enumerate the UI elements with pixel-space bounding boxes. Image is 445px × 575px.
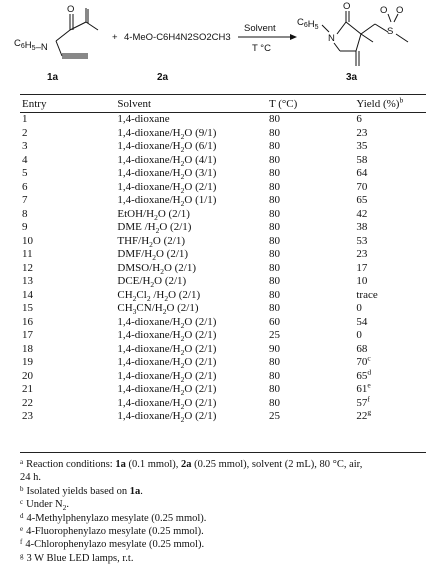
cell-entry — [20, 154, 117, 168]
cell-yield-text: 0 — [356, 302, 362, 315]
cell-entry — [20, 410, 117, 424]
cell-solvent-text: $1,4-dioxane/H_2O$ (4/1) — [117, 153, 217, 168]
cell-entry — [20, 383, 117, 397]
cell-temperature-text: 80 — [268, 180, 280, 193]
cell-yield-text: 65 — [356, 194, 368, 207]
cell-entry-text: 18 — [22, 342, 33, 355]
cell-yield — [356, 208, 426, 222]
cell-solvent — [117, 154, 269, 168]
cell-temperature — [269, 356, 356, 370]
cell-entry — [20, 343, 117, 357]
cell-entry — [20, 208, 117, 222]
cell-temperature — [269, 221, 356, 235]
cell-yield — [356, 154, 426, 168]
arrow-head — [290, 34, 297, 40]
cell-temperature-text: 80 — [268, 369, 280, 382]
structure-3a — [322, 11, 408, 66]
cell-temperature — [269, 248, 356, 262]
cell-entry-text: 8 — [22, 207, 28, 220]
cell-solvent-text: $1,4-dioxane/H_2O$ (2/1) — [117, 383, 217, 398]
cell-yield-text: 17 — [356, 261, 368, 274]
cell-entry-text: 1 — [22, 113, 28, 126]
substrate-1a-label: $C_6H_5-N$ — [14, 38, 48, 53]
oxygen-label-3a: O — [343, 1, 351, 12]
cell-solvent-text: $1,4-dioxane/H_2O$ (3/1) — [117, 167, 217, 182]
cell-entry-text: 4 — [22, 153, 28, 166]
cell-solvent — [117, 140, 269, 154]
cell-temperature-text: 60 — [268, 315, 280, 328]
header-temperature: T (°C) — [269, 96, 356, 113]
cell-solvent-text: $1,4-dioxane/H_2O$ (2/1) — [117, 342, 217, 357]
cell-solvent-text: $1,4-dioxane/H_2O$ (2/1) — [117, 369, 217, 384]
cell-temperature-text: 80 — [268, 234, 280, 247]
cell-temperature-text: 80 — [268, 396, 280, 409]
cell-solvent-text: $1,4-dioxane/H_2O$ (1/1) — [117, 194, 217, 209]
cell-temperature-text: 80 — [268, 275, 280, 288]
arrow-top-label: Solvent — [244, 23, 276, 34]
cell-entry-text: 7 — [22, 194, 28, 207]
cell-solvent — [117, 113, 269, 127]
compound-2a-label: 2a — [157, 72, 169, 83]
yield-footnote-mark: c — [367, 353, 371, 363]
cell-yield-text: 23 — [356, 248, 368, 261]
cell-yield — [356, 407, 426, 424]
header-entry: Entry — [20, 96, 117, 113]
cell-yield — [356, 248, 426, 262]
table-row — [20, 383, 426, 397]
table-row — [20, 329, 426, 343]
yield-footnote-mark: e — [367, 380, 371, 390]
cell-solvent-text: 1,4-dioxane — [117, 113, 170, 126]
cell-solvent — [117, 397, 269, 411]
cell-yield — [356, 181, 426, 195]
cell-yield — [356, 167, 426, 181]
table-row — [20, 302, 426, 316]
cell-temperature — [269, 167, 356, 181]
cell-solvent-text: $1,4-dioxane/H_2O$ (2/1) — [117, 396, 217, 411]
cell-entry — [20, 140, 117, 154]
footnote-line — [20, 538, 430, 551]
product-3a-nitrogen: N — [328, 33, 335, 44]
product-3a-prefix: $C_6H_5$ — [297, 17, 319, 31]
cell-temperature-text: 80 — [268, 113, 280, 126]
footnotes — [20, 458, 430, 565]
cell-solvent-text: $1,4-dioxane/H_2O$ (2/1) — [117, 356, 217, 371]
cell-temperature — [269, 181, 356, 195]
cell-yield-text: 70 — [356, 356, 368, 369]
cell-entry — [20, 248, 117, 262]
cell-temperature — [269, 316, 356, 330]
cell-entry-text: 6 — [22, 180, 28, 193]
cell-solvent — [117, 289, 269, 303]
cell-yield — [356, 275, 426, 289]
cell-temperature — [269, 235, 356, 249]
cell-entry-text: 13 — [22, 275, 33, 288]
plus-sign: + — [112, 32, 118, 43]
cell-solvent-text: $1,4-dioxane/H_2O$ (9/1) — [117, 126, 217, 141]
cell-entry-text: 19 — [22, 356, 33, 369]
cell-temperature-text: 80 — [268, 167, 280, 180]
cell-yield-text: 58 — [356, 153, 368, 166]
cell-solvent — [117, 127, 269, 141]
footnote-line — [20, 525, 430, 538]
cell-yield-text: 68 — [356, 342, 368, 355]
cell-temperature-text: 80 — [268, 194, 280, 207]
cell-temperature — [269, 383, 356, 397]
cell-solvent-text: EtOH/$H_2O$ (2/1) — [117, 207, 190, 222]
cell-solvent — [117, 194, 269, 208]
cell-yield-text: 35 — [356, 140, 368, 153]
cell-temperature — [269, 289, 356, 303]
cell-yield-text: 0 — [356, 329, 362, 342]
table-row — [20, 343, 426, 357]
table-row — [20, 167, 426, 181]
cell-temperature — [269, 262, 356, 276]
cell-temperature — [269, 154, 356, 168]
cell-entry — [20, 262, 117, 276]
cell-solvent-text: $CH_3CN/H_2O$ (2/1) — [117, 302, 199, 317]
cell-solvent-text: DCE/$H_2O$ (2/1) — [117, 275, 187, 290]
cell-solvent-text: $1,4-dioxane/H_2O$ (2/1) — [117, 329, 217, 344]
cell-entry-text: 10 — [22, 234, 33, 247]
cell-yield — [356, 235, 426, 249]
table-row — [20, 113, 426, 127]
cell-yield-text: 23 — [356, 126, 368, 139]
cell-yield-text: 6 — [356, 113, 362, 126]
cell-temperature-text: 80 — [268, 126, 280, 139]
cell-entry — [20, 113, 117, 127]
structure-1a — [56, 8, 98, 58]
cell-entry-text: 22 — [22, 396, 33, 409]
table-row — [20, 397, 426, 411]
compound-1a-label: 1a — [47, 72, 59, 83]
cell-entry-text: 15 — [22, 302, 33, 315]
cell-solvent-text: $1,4-dioxane/H_2O$ (2/1) — [117, 315, 217, 330]
table-header-row — [20, 96, 426, 113]
arrow-bottom-label: T °C — [252, 43, 271, 54]
table-row — [20, 275, 426, 289]
table-row — [20, 154, 426, 168]
table-bottom-rule — [20, 452, 426, 453]
table-row — [20, 221, 426, 235]
cell-entry — [20, 235, 117, 249]
table-row — [20, 208, 426, 222]
compound-3a-label: 3a — [346, 72, 358, 83]
cell-solvent-text: DMF/$H_2O$ (2/1) — [117, 248, 189, 263]
cell-temperature — [269, 127, 356, 141]
cell-solvent — [117, 221, 269, 235]
cell-temperature-text: 80 — [268, 153, 280, 166]
table-row — [20, 262, 426, 276]
cell-temperature — [269, 140, 356, 154]
cell-solvent-text: $1,4-dioxane/H_2O$ (2/1) — [117, 410, 217, 425]
cell-yield — [356, 316, 426, 330]
cell-temperature — [269, 397, 356, 411]
footnote-mark: e — [20, 525, 24, 534]
footnote-line — [20, 552, 430, 565]
cell-entry — [20, 356, 117, 370]
cell-temperature — [269, 302, 356, 316]
cell-temperature-text: 80 — [268, 140, 280, 153]
footnote-text: 24 h. — [20, 472, 41, 484]
cell-entry-text: 12 — [22, 261, 33, 274]
cell-solvent-text: $1,4-dioxane/H_2O$ (2/1) — [117, 180, 217, 195]
cell-entry-text: 17 — [22, 329, 33, 342]
cell-temperature — [269, 410, 356, 424]
footnote-text: 3 W Blue LED lamps, r.t. — [26, 552, 134, 564]
cell-yield — [356, 194, 426, 208]
cell-yield — [356, 329, 426, 343]
cell-entry — [20, 289, 117, 303]
cell-temperature-text: 80 — [268, 302, 280, 315]
footnote-text: 4-Fluorophenylazo mesylate (0.25 mmol). — [26, 526, 204, 538]
cell-temperature-text: 80 — [268, 288, 280, 301]
sulfonyl-oxygen-left: O — [380, 5, 388, 16]
footnote-mark: f — [20, 538, 23, 547]
footnote-text: 4-Chlorophenylazo mesylate (0.25 mmol). — [25, 539, 205, 551]
yield-footnote-mark: f — [367, 394, 370, 404]
header-solvent: Solvent — [117, 96, 269, 113]
reaction-scheme — [0, 0, 445, 92]
yield-footnote-mark: d — [367, 367, 372, 377]
cell-solvent-text: DMSO/$H_2O$ (2/1) — [117, 261, 197, 276]
cell-solvent — [117, 410, 269, 424]
footnote-text: Reaction conditions: 1a (0.1 mmol), 2a (0.25 mmol), solvent (2 mL), 80 °C, air, — [26, 459, 363, 470]
cell-entry — [20, 316, 117, 330]
cell-temperature-text: 80 — [268, 383, 280, 396]
cell-yield — [356, 302, 426, 316]
header-yield-text: Yield (%) — [356, 98, 400, 110]
reagent-2a-formula: 4-MeO-C6H4N2SO2CH3 — [124, 32, 231, 43]
table-row — [20, 140, 426, 154]
oxygen-label-1a: O — [67, 4, 75, 15]
cell-temperature-text: 80 — [268, 221, 280, 234]
table-row — [20, 181, 426, 195]
table-top-rule — [20, 94, 426, 95]
cell-solvent — [117, 262, 269, 276]
footnote-line — [20, 512, 430, 525]
cell-entry-text: 14 — [22, 288, 33, 301]
footnote-text: Under $N_2$. — [26, 499, 69, 513]
cell-yield — [356, 289, 426, 303]
cell-entry — [20, 127, 117, 141]
cell-temperature-text: 90 — [268, 342, 280, 355]
footnote-line — [20, 485, 430, 498]
cell-solvent-text: DME $/H_2O$ (2/1) — [117, 221, 192, 236]
sulfonyl-oxygen-right: O — [396, 5, 404, 16]
cell-yield — [356, 127, 426, 141]
cell-yield-text: 38 — [356, 221, 368, 234]
footnote-line — [20, 458, 430, 471]
cell-temperature — [269, 194, 356, 208]
cell-entry-text: 16 — [22, 315, 33, 328]
cell-solvent — [117, 235, 269, 249]
cell-yield — [356, 262, 426, 276]
cell-yield-text: 61 — [356, 383, 368, 396]
cell-yield-text: 54 — [356, 315, 368, 328]
cell-yield-text: 42 — [356, 207, 368, 220]
table-row — [20, 235, 426, 249]
table-row — [20, 370, 426, 384]
footnote-mark: b — [20, 484, 24, 493]
cell-yield-text: 65 — [356, 369, 368, 382]
table-row — [20, 127, 426, 141]
cell-temperature-text: 80 — [268, 261, 280, 274]
header-yield-note: b — [399, 95, 404, 105]
cell-entry — [20, 194, 117, 208]
footnote-mark: d — [20, 511, 24, 520]
table-row — [20, 248, 426, 262]
cell-solvent-text: THF/$H_2O$ (2/1) — [117, 234, 185, 249]
cell-entry-text: 3 — [22, 140, 28, 153]
cell-solvent — [117, 181, 269, 195]
cell-yield-text: 53 — [356, 234, 368, 247]
table-row — [20, 410, 426, 424]
cell-yield — [356, 140, 426, 154]
cell-temperature — [269, 208, 356, 222]
cell-entry-text: 23 — [22, 410, 33, 423]
optimization-table — [20, 96, 426, 424]
cell-solvent-text: $CH_2Cl_2$ $/H_2O$ (2/1) — [117, 288, 201, 303]
cell-solvent — [117, 275, 269, 289]
cell-yield — [356, 113, 426, 127]
footnote-mark: c — [20, 498, 24, 507]
cell-entry-text: 5 — [22, 167, 28, 180]
cell-yield-text: 57 — [356, 396, 368, 409]
cell-entry-text: 9 — [22, 221, 28, 234]
cell-entry — [20, 370, 117, 384]
cell-yield-text: trace — [356, 288, 378, 301]
cell-yield-text: 22 — [356, 410, 368, 423]
cell-entry — [20, 302, 117, 316]
cell-solvent — [117, 329, 269, 343]
sulfur-label: S — [387, 26, 394, 37]
cell-solvent — [117, 370, 269, 384]
cell-temperature-text: 25 — [268, 329, 280, 342]
header-yield — [356, 96, 426, 113]
cell-yield-text: 10 — [356, 275, 368, 288]
cell-entry-text: 21 — [22, 383, 33, 396]
footnote-text: 4-Methylphenylazo mesylate (0.25 mmol). — [26, 512, 207, 524]
cell-entry — [20, 221, 117, 235]
cell-temperature — [269, 113, 356, 127]
cell-entry-text: 2 — [22, 126, 28, 139]
cell-entry — [20, 167, 117, 181]
cell-yield — [356, 221, 426, 235]
table-row — [20, 289, 426, 303]
footnote-mark: a — [20, 458, 24, 466]
table-row — [20, 316, 426, 330]
cell-yield-text: 70 — [356, 180, 368, 193]
table-row — [20, 356, 426, 370]
footnote-line — [20, 471, 430, 484]
cell-solvent — [117, 302, 269, 316]
cell-solvent — [117, 383, 269, 397]
cell-solvent-text: $1,4-dioxane/H_2O$ (6/1) — [117, 140, 217, 155]
cell-temperature-text: 80 — [268, 356, 280, 369]
cell-solvent — [117, 343, 269, 357]
cell-solvent — [117, 167, 269, 181]
cell-temperature — [269, 329, 356, 343]
cell-solvent — [117, 316, 269, 330]
cell-entry — [20, 181, 117, 195]
cell-temperature — [269, 343, 356, 357]
cell-yield-text: 64 — [356, 167, 368, 180]
cell-temperature — [269, 370, 356, 384]
cell-entry-text: 11 — [22, 248, 33, 261]
cell-entry-text: 20 — [22, 369, 33, 382]
cell-entry — [20, 397, 117, 411]
cell-temperature-text: 25 — [268, 410, 280, 423]
yield-footnote-mark: g — [367, 407, 372, 417]
table-row — [20, 194, 426, 208]
cell-solvent — [117, 356, 269, 370]
cell-entry — [20, 329, 117, 343]
footnote-text: Isolated yields based on 1a. — [26, 485, 143, 497]
cell-solvent — [117, 248, 269, 262]
footnote-mark: g — [20, 551, 24, 560]
footnote-line — [20, 498, 430, 511]
cell-entry — [20, 275, 117, 289]
cell-temperature — [269, 275, 356, 289]
cell-solvent — [117, 208, 269, 222]
cell-temperature-text: 80 — [268, 248, 280, 261]
cell-temperature-text: 80 — [268, 207, 280, 220]
